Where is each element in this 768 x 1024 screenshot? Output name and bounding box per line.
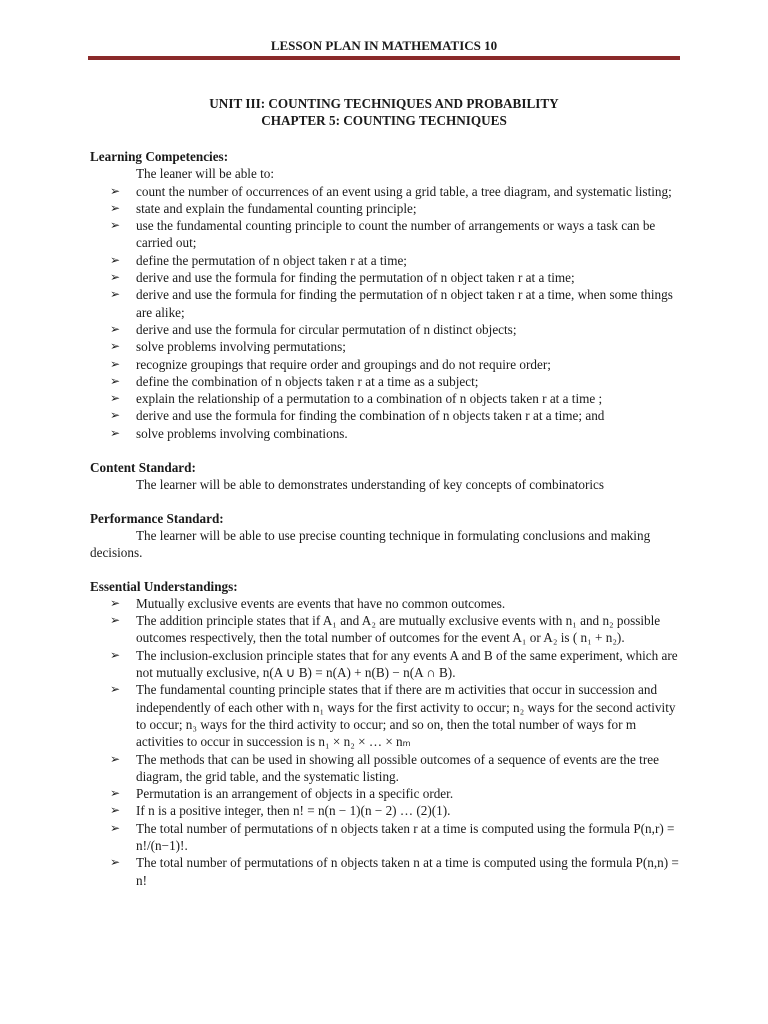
header-title: LESSON PLAN IN MATHEMATICS 10 (270, 38, 498, 53)
understanding-item (90, 751, 680, 786)
competency-item (90, 390, 680, 407)
competency-item (90, 252, 680, 269)
arrow-bullet-icon: ➢ (110, 751, 121, 766)
competency-item (90, 338, 680, 355)
arrow-bullet-icon: ➢ (110, 425, 121, 440)
competency-item (90, 200, 680, 217)
arrow-bullet-icon: ➢ (110, 855, 121, 870)
performance-standard-text: The learner will be able to use precise counting technique in formulating conclusions and making decisions. (90, 527, 651, 561)
understanding-item (90, 647, 680, 682)
competency-item (90, 321, 680, 338)
competency-item (90, 183, 680, 200)
arrow-bullet-icon: ➢ (110, 339, 121, 354)
arrow-bullet-icon: ➢ (110, 803, 121, 818)
understanding-item-text: Permutation is an arrangement of objects in a specific order. (136, 786, 454, 802)
arrow-bullet-icon: ➢ (110, 820, 121, 835)
competency-item-text: define the combination of n objects taken r at a time as a subject; (136, 373, 479, 389)
arrow-bullet-icon: ➢ (110, 218, 121, 233)
arrow-bullet-icon: ➢ (110, 270, 121, 285)
competency-item (90, 425, 680, 442)
understanding-item (90, 595, 680, 612)
header-rule (88, 56, 680, 60)
competency-item-text: derive and use the formula for finding the combination of n objects taken r at a time; and (136, 408, 605, 424)
understanding-item-text: The methods that can be used in showing all possible outcomes of a sequence of events are the tree diagram, the grid table, and the systematic listing. (136, 751, 659, 784)
document-body (90, 148, 680, 889)
understanding-item-text: The total number of permutations of n objects taken r at a time is computed using the formula P(n,r) = n!/(n−1)!. (136, 820, 675, 853)
understanding-item (90, 802, 680, 819)
understanding-item-text: The total number of permutations of n objects taken n at a time is computed using the formula P(n,n) = n! (136, 855, 679, 888)
arrow-bullet-icon: ➢ (110, 408, 121, 423)
arrow-bullet-icon: ➢ (110, 183, 121, 198)
competency-item-text: define the permutation of n object taken r at a time; (136, 252, 407, 268)
understanding-item (90, 612, 680, 647)
competency-item (90, 356, 680, 373)
competency-item-text: solve problems involving permutations; (136, 339, 346, 355)
competency-item-text: state and explain the fundamental counting principle; (136, 200, 417, 216)
competency-item-text: solve problems involving combinations. (136, 425, 348, 441)
content-standard-text: The learner will be able to demonstrates understanding of key concepts of combinatorics (136, 477, 605, 493)
understanding-item (90, 785, 680, 802)
learning-competencies-list (90, 183, 680, 442)
arrow-bullet-icon: ➢ (110, 252, 121, 267)
arrow-bullet-icon: ➢ (110, 786, 121, 801)
competency-item-text: recognize groupings that require order and groupings and do not require order; (136, 356, 551, 372)
arrow-bullet-icon: ➢ (110, 647, 121, 662)
competency-item (90, 269, 680, 286)
arrow-bullet-icon: ➢ (110, 613, 121, 628)
essential-understandings-list (90, 595, 680, 889)
arrow-bullet-icon: ➢ (110, 682, 121, 697)
understanding-item (90, 854, 680, 889)
content-standard-heading: Content Standard: (90, 460, 196, 476)
competency-item (90, 373, 680, 390)
arrow-bullet-icon: ➢ (110, 356, 121, 371)
arrow-bullet-icon: ➢ (110, 200, 121, 215)
competency-item-text: use the fundamental counting principle to count the number of arrangements or ways a task can be carried out; (136, 218, 656, 251)
competency-item-text: derive and use the formula for circular permutation of n distinct objects; (136, 321, 517, 337)
understanding-item-text: The fundamental counting principle states that if there are m activities that occur in succession and independently of each other with n₁ ways for the first activity to occur; n₂ ways for the second activity to occur; n₃ ways for the third activity to occur; and so on, then the total number of ways for m activities to occur in succession is n₁ × n₂ × … × nₘ (136, 682, 676, 750)
competency-item-text: derive and use the formula for finding the permutation of n object taken r at a time, when some things are alike; (136, 287, 673, 320)
understanding-item (90, 681, 680, 750)
understanding-item-text: The addition principle states that if A₁ and A₂ are mutually exclusive events with n₁ and n₂ possible outcomes respectively, then the total number of outcomes for the event A₁ or A₂ is ( n₁ + n₂). (136, 613, 661, 646)
arrow-bullet-icon: ➢ (110, 595, 121, 610)
essential-understandings-heading: Essential Understandings: (90, 578, 238, 594)
arrow-bullet-icon: ➢ (110, 287, 121, 302)
understanding-item-text: Mutually exclusive events are events that have no common outcomes. (136, 595, 506, 611)
competency-item (90, 217, 680, 252)
competency-item-text: explain the relationship of a permutation to a combination of n objects taken r at a time ; (136, 391, 603, 407)
chapter-title: CHAPTER 5: COUNTING TECHNIQUES (261, 113, 507, 128)
arrow-bullet-icon: ➢ (110, 391, 121, 406)
competency-item-text: count the number of occurrences of an event using a grid table, a tree diagram, and systematic listing; (136, 183, 672, 199)
arrow-bullet-icon: ➢ (110, 321, 121, 336)
competency-item-text: derive and use the formula for finding the permutation of n object taken r at a time; (136, 270, 575, 286)
learning-competencies-heading: Learning Competencies: (90, 149, 229, 164)
learning-competencies-intro: The leaner will be able to: (136, 166, 275, 182)
competency-item (90, 407, 680, 424)
understanding-item-text: If n is a positive integer, then n! = n(n − 1)(n − 2) … (2)(1). (136, 803, 451, 819)
arrow-bullet-icon: ➢ (110, 373, 121, 388)
unit-title: UNIT III: COUNTING TECHNIQUES AND PROBABILITY (209, 96, 559, 111)
competency-item (90, 286, 680, 321)
understanding-item (90, 820, 680, 855)
understanding-item-text: The inclusion-exclusion principle states that for any events A and B of the same experiment, which are not mutually exclusive, n(A ∪ B) = n(A) + n(B) − n(A ∩ B). (136, 647, 678, 681)
performance-standard-heading: Performance Standard: (90, 510, 224, 526)
